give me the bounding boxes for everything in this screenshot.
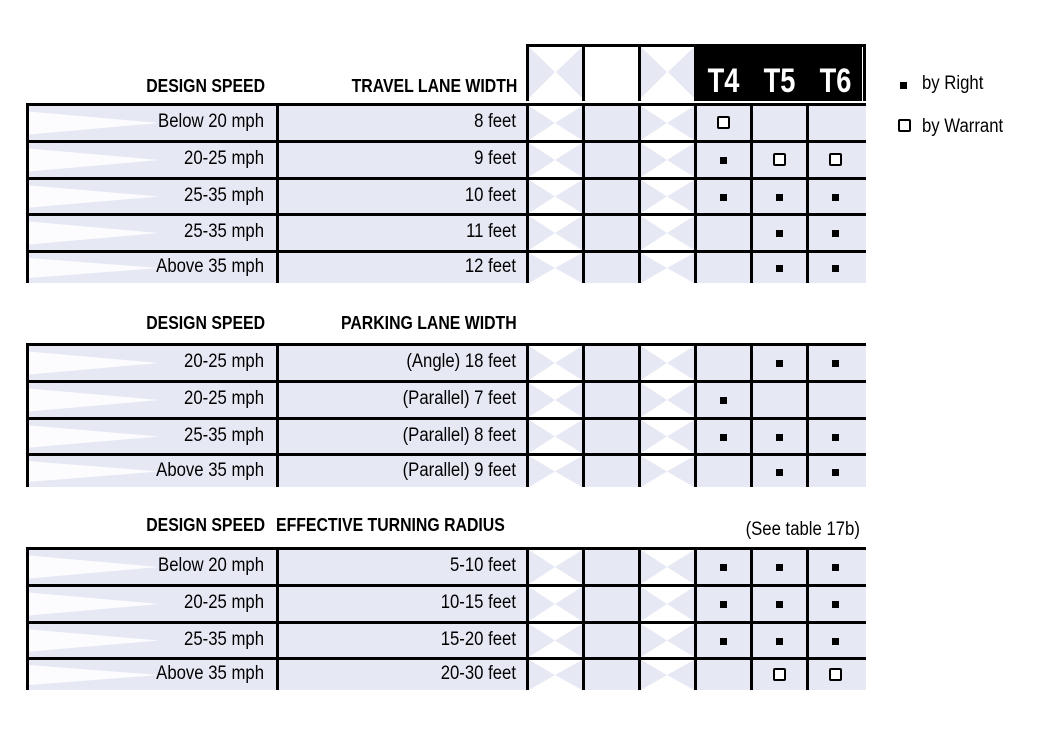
column-separator xyxy=(806,456,809,487)
by-right-marker xyxy=(776,564,783,571)
column-separator xyxy=(26,143,29,177)
by-right-marker xyxy=(832,638,839,645)
table-row xyxy=(26,657,866,690)
by-right-marker xyxy=(720,601,727,608)
x-pattern-decoration xyxy=(641,180,694,213)
parameter-value-cell: (Parallel) 9 feet xyxy=(402,459,516,481)
design-speed-cell: 25-35 mph xyxy=(184,184,264,206)
column-separator xyxy=(694,456,697,487)
parameter-value-cell: 15-20 feet xyxy=(440,628,516,650)
column-separator xyxy=(750,587,753,621)
transect-column-headers xyxy=(526,44,866,98)
column-separator xyxy=(806,420,809,453)
design-speed-cell: Above 35 mph xyxy=(156,459,264,481)
table-row xyxy=(26,621,866,657)
column-separator xyxy=(26,420,29,453)
by-right-marker xyxy=(720,638,727,645)
table-row xyxy=(26,380,866,417)
by-warrant-marker xyxy=(717,116,730,129)
by-right-marker xyxy=(720,397,727,404)
x-pattern-decoration xyxy=(529,106,582,140)
x-pattern-decoration xyxy=(641,550,694,584)
column-separator xyxy=(582,660,585,690)
column-separator xyxy=(750,106,753,140)
x-pattern-decoration xyxy=(529,143,582,177)
column-separator xyxy=(806,346,809,380)
x-pattern-decoration xyxy=(529,180,582,213)
column-separator xyxy=(750,346,753,380)
parameter-value-cell: (Parallel) 8 feet xyxy=(402,424,516,446)
by-right-marker xyxy=(832,434,839,441)
column-separator xyxy=(694,660,697,690)
x-pattern-decoration xyxy=(529,420,582,453)
column-separator xyxy=(750,383,753,417)
header-parameter: PARKING LANE WIDTH xyxy=(341,313,517,333)
header-parameter: TRAVEL LANE WIDTH xyxy=(351,76,517,96)
by-right-marker xyxy=(776,265,783,272)
column-separator xyxy=(806,383,809,417)
x-pattern-decoration xyxy=(529,346,582,380)
column-separator xyxy=(806,587,809,621)
column-separator xyxy=(750,456,753,487)
column-separator xyxy=(582,383,585,417)
x-pattern-decoration xyxy=(529,550,582,584)
design-speed-cell: Below 20 mph xyxy=(158,555,264,576)
by-warrant-marker xyxy=(773,668,786,681)
column-separator xyxy=(694,346,697,380)
by-right-marker xyxy=(832,601,839,608)
by-right-marker xyxy=(776,601,783,608)
table-row xyxy=(26,584,866,621)
x-pattern-decoration xyxy=(529,624,582,657)
by-right-marker xyxy=(776,638,783,645)
column-separator xyxy=(806,253,809,283)
column-separator xyxy=(750,624,753,657)
x-pattern-decoration xyxy=(641,587,694,621)
x-pattern-decoration xyxy=(529,216,582,250)
design-speed-cell: 25-35 mph xyxy=(184,424,264,446)
by-right-marker xyxy=(720,564,727,571)
column-separator xyxy=(750,143,753,177)
header-parameter: EFFECTIVE TURNING RADIUS xyxy=(276,515,505,535)
column-label: T6 xyxy=(819,62,852,100)
design-speed-cell: Above 35 mph xyxy=(156,256,264,277)
design-speed-cell: 25-35 mph xyxy=(184,221,264,242)
design-speed-cell: Below 20 mph xyxy=(158,111,264,132)
design-speed-cell: 20-25 mph xyxy=(184,351,264,372)
column-separator xyxy=(582,346,585,380)
table-row xyxy=(26,177,866,213)
design-speed-cell: 20-25 mph xyxy=(184,388,264,409)
x-pattern-decoration xyxy=(641,420,694,453)
column-header-blank xyxy=(526,47,582,101)
column-separator xyxy=(582,587,585,621)
by-right-marker xyxy=(776,469,783,476)
by-right-marker xyxy=(832,265,839,272)
x-pattern-decoration xyxy=(641,106,694,140)
table-row xyxy=(26,453,866,487)
x-pattern-decoration xyxy=(529,253,582,283)
x-pattern-decoration xyxy=(529,383,582,417)
column-separator xyxy=(750,216,753,250)
by-warrant-marker xyxy=(773,153,786,166)
by-right-marker xyxy=(720,434,727,441)
column-separator xyxy=(750,253,753,283)
column-separator xyxy=(694,106,697,140)
by-right-marker xyxy=(832,194,839,201)
by-right-marker xyxy=(776,194,783,201)
column-separator xyxy=(750,180,753,213)
x-pattern-decoration xyxy=(641,456,694,487)
column-label: T5 xyxy=(763,62,796,100)
by-warrant-icon xyxy=(898,119,911,132)
design-speed-cell: 20-25 mph xyxy=(184,592,264,613)
table-note: (See table 17b) xyxy=(745,519,860,540)
x-pattern-decoration xyxy=(641,346,694,380)
parameter-value-cell: (Parallel) 7 feet xyxy=(402,388,516,409)
column-header-blank xyxy=(582,47,638,101)
x-pattern-decoration xyxy=(641,624,694,657)
column-separator xyxy=(694,180,697,213)
column-separator xyxy=(694,143,697,177)
column-separator xyxy=(806,143,809,177)
header-design-speed: DESIGN SPEED xyxy=(146,76,265,96)
by-right-icon xyxy=(900,82,907,89)
x-pattern-decoration xyxy=(529,587,582,621)
column-separator xyxy=(582,143,585,177)
legend-by-right-label: by Right xyxy=(922,73,984,94)
x-pattern-decoration xyxy=(641,660,694,690)
parameter-value-cell: 8 feet xyxy=(474,111,516,132)
header-design-speed: DESIGN SPEED xyxy=(146,313,265,333)
header-right-rule xyxy=(863,47,866,101)
header-design-speed: DESIGN SPEED xyxy=(146,515,265,535)
x-pattern-decoration xyxy=(529,660,582,690)
column-separator xyxy=(582,624,585,657)
column-separator xyxy=(26,383,29,417)
parameter-value-cell: 10-15 feet xyxy=(440,592,516,613)
column-label: T4 xyxy=(707,62,740,100)
column-separator xyxy=(750,550,753,584)
column-separator xyxy=(806,106,809,140)
column-separator xyxy=(806,660,809,690)
table-row xyxy=(26,250,866,283)
by-right-marker xyxy=(720,157,727,164)
by-right-marker xyxy=(832,469,839,476)
x-pattern-decoration xyxy=(641,253,694,283)
table-row xyxy=(26,140,866,177)
table-row xyxy=(26,547,866,584)
design-speed-cell: 20-25 mph xyxy=(184,148,264,169)
x-pattern-decoration xyxy=(641,143,694,177)
column-header-t5 xyxy=(750,47,806,101)
column-separator xyxy=(806,550,809,584)
column-separator xyxy=(694,253,697,283)
column-separator xyxy=(582,216,585,250)
legend-by-warrant-label: by Warrant xyxy=(922,116,1004,137)
column-separator xyxy=(582,180,585,213)
by-right-marker xyxy=(720,194,727,201)
column-separator xyxy=(26,456,29,487)
column-separator xyxy=(582,253,585,283)
table-row xyxy=(26,343,866,380)
column-separator xyxy=(582,550,585,584)
x-pattern-decoration xyxy=(641,216,694,250)
by-right-marker xyxy=(776,434,783,441)
column-separator xyxy=(694,550,697,584)
by-right-marker xyxy=(832,230,839,237)
column-separator xyxy=(26,216,29,250)
x-pattern-decoration xyxy=(529,456,582,487)
column-separator xyxy=(582,106,585,140)
column-separator xyxy=(750,420,753,453)
parameter-value-cell: 12 feet xyxy=(464,256,516,277)
parameter-value-cell: 11 feet xyxy=(466,221,516,242)
parameter-value-cell: (Angle) 18 feet xyxy=(406,351,516,372)
column-separator xyxy=(26,587,29,621)
column-separator xyxy=(694,624,697,657)
table-row xyxy=(26,213,866,250)
design-speed-cell: 25-35 mph xyxy=(184,628,264,650)
parameter-value-cell: 20-30 feet xyxy=(440,663,516,684)
column-separator xyxy=(582,456,585,487)
column-header-t4 xyxy=(694,47,750,101)
column-separator xyxy=(694,420,697,453)
column-header-t6 xyxy=(806,47,862,101)
by-warrant-marker xyxy=(829,153,842,166)
column-separator xyxy=(26,106,29,140)
table-row xyxy=(26,103,866,140)
column-separator xyxy=(806,216,809,250)
by-right-marker xyxy=(832,564,839,571)
table-row xyxy=(26,417,866,453)
x-pattern-decoration xyxy=(641,383,694,417)
column-separator xyxy=(694,383,697,417)
column-separator xyxy=(694,216,697,250)
column-separator xyxy=(582,420,585,453)
column-separator xyxy=(694,587,697,621)
by-right-marker xyxy=(776,360,783,367)
column-separator xyxy=(26,180,29,213)
column-separator xyxy=(750,660,753,690)
by-right-marker xyxy=(776,230,783,237)
design-speed-cell: Above 35 mph xyxy=(156,663,264,684)
column-separator xyxy=(26,346,29,380)
column-separator xyxy=(26,550,29,584)
parameter-value-cell: 9 feet xyxy=(474,148,516,169)
parameter-value-cell: 10 feet xyxy=(464,184,516,206)
by-right-marker xyxy=(832,360,839,367)
parameter-value-cell: 5-10 feet xyxy=(450,555,516,576)
column-separator xyxy=(806,180,809,213)
column-separator xyxy=(26,624,29,657)
by-warrant-marker xyxy=(829,668,842,681)
column-header-blank xyxy=(638,47,694,101)
column-separator xyxy=(806,624,809,657)
column-separator xyxy=(26,253,29,283)
column-separator xyxy=(26,660,29,690)
